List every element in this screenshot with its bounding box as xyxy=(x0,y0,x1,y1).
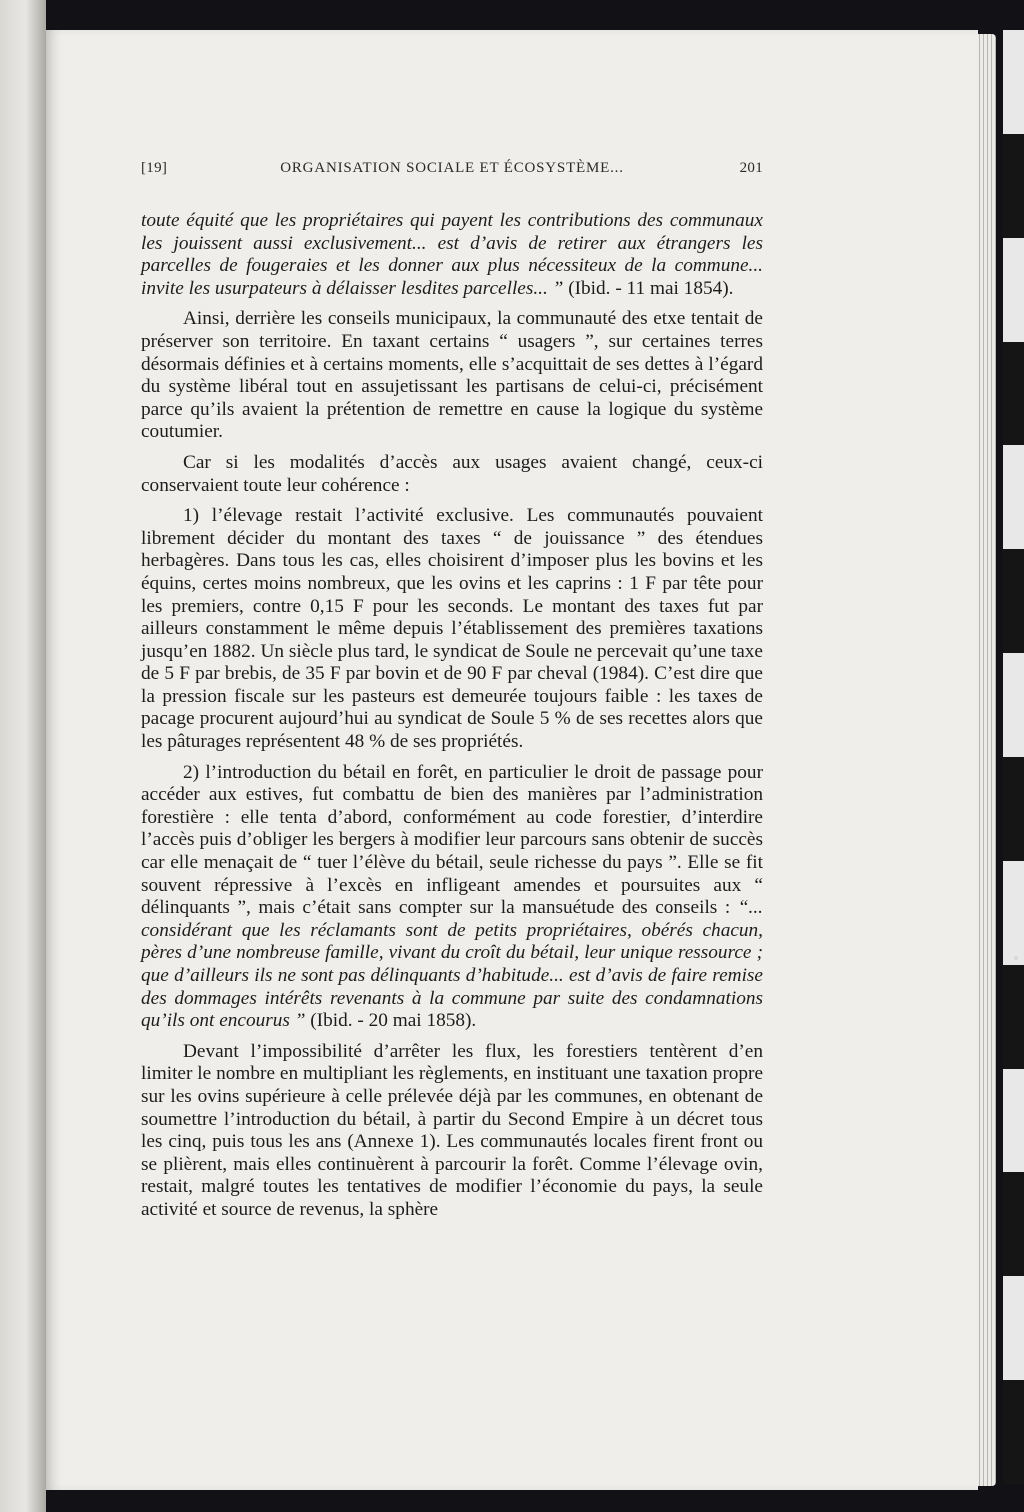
running-head xyxy=(141,160,763,182)
paragraph: Car si les modalités d’accès aux usages avaient changé, ceux-ci conservaient toute leur cohérence : xyxy=(141,451,763,496)
section-marker: [19] xyxy=(141,160,168,176)
paragraph-point-2 xyxy=(141,762,763,1033)
scan-calibration-bar xyxy=(1003,30,1024,1484)
citation: (Ibid. - 11 mai 1854). xyxy=(563,277,734,299)
previous-page-edge xyxy=(0,0,46,1512)
paragraph: Devant l’impossibilité d’arrêter les flux, les forestiers tentèrent d’en limiter le nombre en multipliant les règlements, en instituant une taxation propre sur les ovins supérieure à celle prélevée déjà par les communes, en obtenant de soumettre l’introduction du bétail, à partir du Second Empire à un décret tous les cinq, puis tous les ans (Annexe 1). Les communautés locales firent front ou se plièrent, mais elles continuèrent à parcourir la forêt. Comme l’élevage ovin, restait, malgré toutes les tentatives de modifier l’économie du pays, la seule activité et source de revenus, la sphère xyxy=(141,1040,763,1220)
scale-segment xyxy=(1003,965,1024,1069)
paragraph-quote-continuation xyxy=(141,210,763,300)
scale-segment xyxy=(1003,134,1024,238)
body-text xyxy=(141,210,763,1230)
scale-segment xyxy=(1003,30,1024,134)
quote-italic: toute équité que les propriétaires qui payent les contributions des communaux les jouissent aussi exclusivement... est d’avis de retirer aux étrangers les parcelles de fougeraies et les donner aux plus nécessiteux de la commune... invite les usurpateurs à délaisser lesdites parcelles... ” xyxy=(141,210,763,299)
scale-segment xyxy=(1003,1172,1024,1276)
running-title: ORGANISATION SOCIALE ET ÉCOSYSTÈME... xyxy=(280,160,624,176)
quote-italic: “... considérant que les réclamants sont de petits propriétaires, obérés chacun, pères d’une nombreuse famille, vivant du croît du bétail, leur unique ressource ; que d’ailleurs ils ne sont pas délinquants d’habitude... est d’avis de faire remise des dommages intérêts revenants à la commune par suite des condamnations qu’ils ont encourus ” xyxy=(141,897,763,1032)
scale-segment xyxy=(1003,1276,1024,1380)
scale-segment xyxy=(1003,861,1024,965)
paragraph-text: 2) l’introduction du bétail en forêt, en particulier le droit de passage pour accéder aux estives, fut combattu de bien des manières par l’administration forestière : elle tenta d’abord, conformément au code forestier, d’interdire l’accès puis d’obliger les bergers à modifier leur parcours sans obtenir de succès car elle menaçait de “ tuer l’élève du bétail, seule richesse du pays ”. Elle se fit souvent répressive à l’excès en infligeant amendes et poursuites aux “ délinquants ”, mais c’était sans compter sur la mansuétude des conseils : xyxy=(141,761,763,919)
scale-segment xyxy=(1003,342,1024,446)
scale-segment xyxy=(1003,1380,1024,1484)
page-number: 201 xyxy=(739,160,763,176)
scale-segment xyxy=(1003,549,1024,653)
scale-segment xyxy=(1003,757,1024,861)
paragraph: Ainsi, derrière les conseils municipaux, la communauté des etxe tentait de préserver son territoire. En taxant certains “ usagers ”, sur certaines terres désormais définies et à certains moments, elle s’acquittait de ses dettes à l’égard du système libéral tout en assujetissant les partisans de celui-ci, précisément parce qu’ils avaient la prétention de remettre en cause la logique du système coutumier. xyxy=(141,308,763,443)
scale-segment xyxy=(1003,1069,1024,1173)
scan-speck xyxy=(1014,956,1018,960)
citation: (Ibid. - 20 mai 1858). xyxy=(305,1010,477,1032)
scale-segment xyxy=(1003,653,1024,757)
scale-segment xyxy=(1003,238,1024,342)
paragraph-point-1: 1) l’élevage restait l’activité exclusive. Les communautés pouvaient librement décider du montant des taxes “ de jouissance ” des étendues herbagères. Dans tous les cas, elles choisirent d’imposer plus les bovins et les équins, certes moins nombreux, que les ovins et les caprins : 1 F par tête pour les premiers, contre 0,15 F pour les seconds. Le montant des taxes fut par ailleurs constamment le même depuis l’établissement des premières taxations jusqu’en 1882. Un siècle plus tard, le syndicat de Soule ne percevait qu’une taxe de 5 F par brebis, de 35 F par bovin et de 90 F par cheval (1984). C’est dire que la pression fiscale sur les pasteurs est demeurée toujours faible : les taxes de pacage procurent aujourd’hui au syndicat de Soule 5 % de ses recettes alors que les pâturages représentent 48 % de ses propriétés. xyxy=(141,505,763,753)
scale-segment xyxy=(1003,445,1024,549)
